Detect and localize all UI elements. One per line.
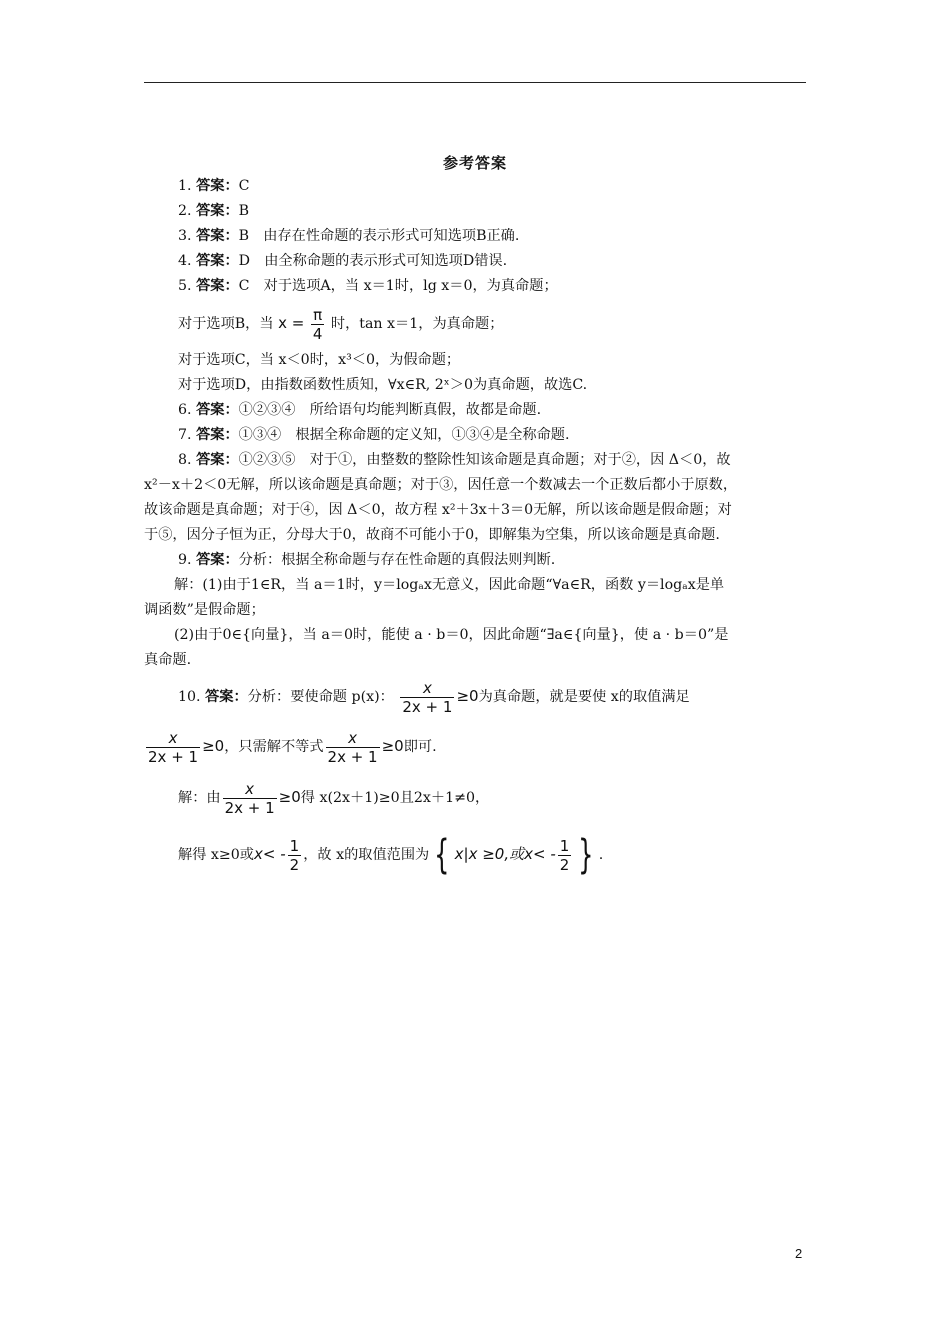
fraction-x-over-2x1: [223, 780, 277, 817]
text-fragment: 对于选项B，当: [178, 316, 274, 332]
text-fragment: 为真命题，就是要使 x的取值满足: [478, 689, 690, 705]
math-geq-zero: ≥0: [202, 737, 225, 755]
answer-10-line-4: [144, 832, 842, 877]
answer-4: [144, 251, 842, 271]
text-fragment: 解：由: [178, 790, 221, 806]
text-fragment: ，只需解不等式: [224, 739, 324, 755]
fraction-denominator: 2x + 1: [224, 798, 275, 817]
text-fragment: ，故 x的取值范围为: [303, 847, 430, 863]
answer-8-line-4: 于⑤，因分子恒为正，分母大于0，故商不可能小于0，即解集为空集，所以该命题是真命题.: [144, 527, 720, 543]
answer-text: ①③④ 根据全称命题的定义知，①③④是全称命题.: [238, 427, 570, 443]
answer-8-line-3: 故该命题是真命题；对于④，因 Δ＜0，故方程 x²＋3x＋3＝0无解，所以该命题是假命题；对: [144, 502, 732, 518]
fraction-numerator: x: [168, 728, 178, 747]
header-rule: [144, 82, 806, 83]
answer-10-line-2: [144, 725, 808, 768]
answer-label: 答案：: [196, 552, 239, 568]
answer-5-line-3: 对于选项C，当 x＜0时，x³＜0，为假命题；: [178, 352, 461, 368]
answer-label: 答案：: [196, 253, 239, 269]
fraction-numerator: x: [245, 779, 255, 798]
fraction-numerator: x: [348, 728, 358, 747]
answer-9: [144, 550, 842, 570]
answer-text: B 由存在性命题的表示形式可知选项B正确.: [238, 228, 520, 244]
answer-label: 答案：: [196, 278, 239, 294]
answer-9-line-3: 调函数”是假命题；: [144, 602, 265, 618]
answer-2: [144, 201, 842, 221]
answer-label: 答案：: [196, 203, 239, 219]
answer-label: 答案：: [196, 178, 239, 194]
math-x-eq: x =: [278, 314, 305, 332]
answer-1: [144, 176, 842, 196]
item-number: 5.: [178, 278, 192, 294]
fraction-denominator: 2: [559, 855, 570, 874]
fraction-numerator: x: [422, 678, 432, 697]
item-number: 1.: [178, 178, 192, 194]
answer-3: [144, 226, 842, 246]
set-close-brace: }: [578, 832, 594, 878]
item-number: 4.: [178, 253, 192, 269]
answer-9-line-5: 真命题.: [144, 652, 192, 668]
page-number: 2: [795, 1246, 803, 1261]
fraction-denominator: 2x + 1: [402, 697, 453, 716]
answer-6: [144, 400, 842, 420]
answer-label: 答案：: [196, 402, 239, 418]
math-geq-zero: ≥0: [381, 737, 404, 755]
answer-7: [144, 425, 842, 445]
answer-5: [144, 276, 842, 296]
answer-10: [144, 675, 842, 718]
answer-10-line-3: [144, 776, 842, 819]
text-fragment: 分析：要使命题 p(x)：: [247, 689, 394, 705]
answer-text: 分析：根据全称命题与存在性命题的真假法则判断.: [238, 552, 556, 568]
answer-9-line-2: 解：(1)由于1∈R，当 a＝1时，y＝logₐx无意义，因此命题“∀a∈R，函数 y＝logₐx是单: [174, 577, 725, 593]
fraction-pi-over-4: [311, 306, 325, 343]
text-fragment: 解得 x≥0或: [178, 847, 254, 863]
text-fragment: 得 x(2x＋1)≥0且2x＋1≠0，: [300, 790, 490, 806]
item-number: 3.: [178, 228, 192, 244]
answer-5-line-4: 对于选项D，由指数函数性质知，∀x∈R, 2ˣ＞0为真命题，故选C.: [178, 377, 588, 393]
item-number: 9.: [178, 552, 192, 568]
answer-text: ①②③⑤ 对于①，由整数的整除性知该命题是真命题；对于②，因 Δ＜0，故: [238, 452, 731, 468]
fraction-denominator: 2x + 1: [327, 747, 378, 766]
text-fragment: 时，tan x＝1，为真命题；: [330, 316, 504, 332]
math-x-less-than: x< -: [254, 845, 286, 863]
answer-9-line-4: (2)由于0∈{向量}，当 a＝0时，能使 a · b＝0，因此命题“∃a∈{向量}，使 a · b＝0”是: [174, 627, 729, 643]
answer-label: 答案：: [196, 228, 239, 244]
text-fragment: 即可.: [403, 739, 437, 755]
text-fragment: .: [598, 847, 604, 863]
item-number: 2.: [178, 203, 192, 219]
answer-text: B: [238, 203, 250, 219]
fraction-x-over-2x1: [326, 729, 380, 766]
answer-text: C 对于选项A，当 x＝1时，lg x＝0，为真命题；: [238, 278, 558, 294]
fraction-numerator: 1: [289, 836, 300, 855]
fraction-numerator: 1: [559, 836, 570, 855]
fraction-denominator: 2x + 1: [148, 747, 199, 766]
answer-text: ①②③④ 所给语句均能判断真假，故都是命题.: [238, 402, 542, 418]
answer-label: 答案：: [196, 427, 239, 443]
answer-5-line-2: [144, 304, 842, 343]
answer-text: D 由全称命题的表示形式可知选项D错误.: [238, 253, 508, 269]
item-number: 10.: [178, 689, 201, 705]
answer-8: [144, 450, 842, 470]
item-number: 6.: [178, 402, 192, 418]
fraction-numerator: π: [313, 305, 323, 324]
answer-label: 答案：: [196, 452, 239, 468]
item-number: 8.: [178, 452, 192, 468]
math-geq-zero: ≥0: [456, 687, 479, 705]
item-number: 7.: [178, 427, 192, 443]
set-condition: x|x ≥0,或x< -: [454, 845, 556, 863]
fraction-one-half: [288, 837, 302, 874]
fraction-x-over-2x1: [400, 679, 454, 716]
math-geq-zero: ≥0: [278, 788, 301, 806]
answer-text: C: [238, 178, 250, 194]
fraction-one-half: [558, 837, 572, 874]
answer-8-line-2: x²－x＋2＜0无解，所以该命题是真命题；对于③，因任意一个数减去一个正数后都小于原数，: [144, 477, 738, 493]
fraction-x-over-2x1: [146, 729, 200, 766]
fraction-denominator: 4: [312, 324, 323, 343]
fraction-denominator: 2: [289, 855, 300, 874]
page-title: 参考答案: [442, 154, 507, 172]
answer-label: 答案：: [205, 689, 248, 705]
set-open-brace: {: [434, 832, 450, 878]
